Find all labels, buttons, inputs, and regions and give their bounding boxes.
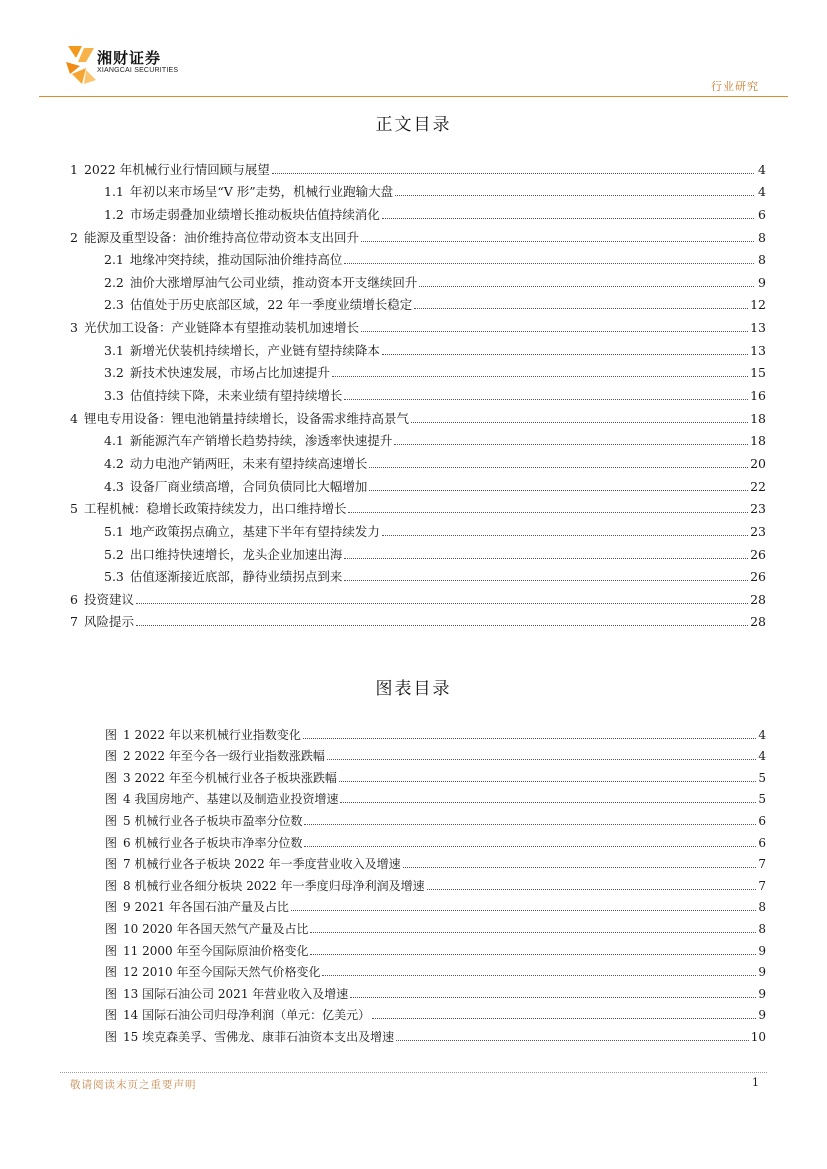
figure-entry[interactable] [105,807,766,829]
dot-leader [303,737,757,739]
figure-entry-text: 15 埃克森美孚、雪佛龙、康菲石油资本支出及增速 [123,1029,395,1044]
toc-entry-text: 2022 年机械行业行情回顾与展望 [83,161,270,177]
toc-entry[interactable] [70,381,766,404]
figure-entry[interactable] [105,937,766,959]
toc-entry-page: 18 [750,410,766,426]
dot-leader [395,194,754,196]
dot-leader [411,421,748,423]
toc-entry-number: 2 [70,229,78,245]
figure-prefix: 图 [105,1008,118,1023]
main-toc [70,155,766,630]
toc-entry-number: 4 [70,410,78,426]
figure-entry-label [105,987,348,1002]
dot-leader [369,466,748,468]
toc-entry-number: 1.2 [104,206,124,222]
toc-entry-page: 4 [758,161,766,177]
figure-prefix: 图 [105,878,118,893]
toc-entry[interactable] [70,472,766,495]
dot-leader [382,353,748,355]
toc-entry-label [70,456,367,472]
toc-entry-number: 1 [70,161,78,177]
figure-entry-text: 7 机械行业各子板块 2022 年一季度营业收入及增速 [123,857,401,872]
toc-entry[interactable] [70,359,766,382]
toc-entry-number: 3.1 [104,342,124,358]
figure-entry[interactable] [105,915,766,937]
page-number: 1 [752,1076,759,1089]
toc-entry[interactable] [70,495,766,518]
toc-entry-label [70,207,380,223]
dot-leader [136,602,748,604]
figure-entry-page: 9 [758,1008,766,1023]
figure-entry[interactable] [105,980,766,1002]
figure-entry-label [105,792,338,807]
toc-entry-label [70,297,412,313]
figure-entry-label [105,1008,370,1023]
toc-entry-label [70,230,359,246]
figure-entry-label [105,771,337,786]
toc-entry[interactable] [70,404,766,427]
toc-entry-number: 6 [70,591,78,607]
toc-entry-label [70,343,380,359]
figure-entry-label [105,900,289,915]
toc-entry-label [70,184,393,200]
figure-entry-page: 8 [758,921,766,936]
toc-entry[interactable] [70,223,766,246]
figure-entry-page: 6 [758,813,766,828]
toc-entry-number: 1.1 [104,184,124,200]
figure-entry-text: 13 国际石油公司 2021 年营业收入及增速 [123,986,349,1001]
toc-entry-number: 4.3 [104,478,124,494]
toc-entry-text: 设备厂商业绩高增，合同负债同比大幅增加 [129,478,368,494]
toc-entry-page: 23 [750,523,766,539]
figure-entry[interactable] [105,894,766,916]
toc-entry-label [70,411,409,427]
toc-entry[interactable] [70,449,766,472]
dot-leader [304,845,756,847]
figure-entry-text: 10 2020 年各国天然气产量及占比 [123,921,309,936]
figure-entry-label [105,879,425,894]
toc-entry-page: 28 [750,591,766,607]
toc-entry-page: 22 [750,478,766,494]
figure-entry-text: 3 2022 年至今机械行业各子板块涨跌幅 [123,770,337,785]
toc-entry-page: 4 [758,184,766,200]
toc-entry-label [70,162,270,178]
toc-entry-label [70,547,342,563]
figure-prefix: 图 [105,1029,118,1044]
toc-entry-number: 3.3 [104,388,124,404]
toc-entry[interactable] [70,246,766,269]
dot-leader [361,240,754,242]
figure-entry[interactable] [105,743,766,765]
toc-entry-number: 3.2 [104,365,124,381]
toc-entry-text: 光伏加工设备：产业链降本有望推动装机加速增长 [83,320,359,336]
toc-entry-text: 市场走弱叠加业绩增长推动板块估值持续消化 [129,206,380,222]
dot-leader [361,330,748,332]
toc-entry-number: 5.2 [104,546,124,562]
toc-entry-label [70,614,134,630]
dot-leader [382,217,754,219]
toc-entry-text: 锂电专用设备：锂电池销量持续增长，设备需求维持高景气 [83,410,409,426]
toc-entry-label [70,433,392,449]
figure-entry-label [105,922,308,937]
main-toc-title: 正文目录 [375,115,452,135]
dot-leader [304,823,756,825]
figure-entry-page: 4 [758,727,766,742]
figure-prefix: 图 [105,921,118,936]
brand-name: 湘财证券 [97,49,162,67]
dot-leader [332,375,748,377]
figure-prefix: 图 [105,835,118,850]
footer-divider [60,1072,767,1073]
dot-leader [350,996,756,998]
toc-entry-page: 16 [750,388,766,404]
toc-entry-text: 地产政策拐点确立，基建下半年有望持续发力 [129,523,380,539]
toc-entry-number: 5 [70,501,78,517]
dot-leader [382,534,748,536]
toc-entry-number: 5.1 [104,523,124,539]
dot-leader [327,758,757,760]
header-divider [39,96,788,97]
figure-entry[interactable] [105,1023,766,1045]
toc-entry-page: 13 [750,320,766,336]
toc-entry-page: 26 [750,546,766,562]
figure-entry-text: 6 机械行业各子板块市净率分位数 [123,835,303,850]
toc-entry-page: 20 [750,455,766,471]
figure-prefix: 图 [105,792,118,807]
toc-entry-page: 18 [750,433,766,449]
toc-entry[interactable] [70,427,766,450]
dot-leader [339,780,757,782]
figure-entry[interactable] [105,764,766,786]
dot-leader [369,489,748,491]
figure-entry[interactable] [105,1002,766,1024]
figure-entry-page: 7 [758,857,766,872]
toc-entry-label [70,275,417,291]
figure-entry-text: 4 我国房地产、基建以及制造业投资增速 [123,792,339,807]
figure-entry[interactable] [105,959,766,981]
toc-entry-label [70,479,367,495]
figure-entry-page: 7 [758,878,766,893]
dot-leader [427,888,757,890]
dot-leader [372,1017,756,1019]
figure-entry-label [105,857,401,872]
toc-entry-page: 8 [758,252,766,268]
toc-entry-label [70,524,380,540]
toc-entry-page: 9 [758,274,766,290]
figure-entry-page: 4 [758,749,766,764]
dot-leader [394,443,748,445]
toc-entry-label [70,252,342,268]
figure-entry-page: 8 [758,900,766,915]
figure-entry-page: 9 [758,986,766,1001]
toc-entry-page: 15 [750,365,766,381]
toc-entry-text: 新技术快速发展，市场占比加速提升 [129,365,330,381]
figure-entry-page: 5 [758,770,766,785]
toc-entry[interactable] [70,517,766,540]
figure-entry-text: 14 国际石油公司归母净利润（单元：亿美元） [123,1008,371,1023]
figure-prefix: 图 [105,900,118,915]
toc-entry-text: 估值处于历史底部区域，22 年一季度业绩增长稳定 [129,297,413,313]
figure-entry-text: 1 2022 年以来机械行业指数变化 [123,727,301,742]
toc-entry-text: 工程机械：稳增长政策持续发力，出口维持增长 [83,501,347,517]
figure-entry[interactable] [105,851,766,873]
toc-entry-label [70,365,330,381]
dot-leader [419,285,754,287]
figure-entry-label [105,814,302,829]
dot-leader [272,172,754,174]
figure-entry-page: 9 [758,943,766,958]
toc-entry-label [70,592,134,608]
page-header [0,0,827,100]
toc-entry-text: 新增光伏装机持续增长，产业链有望持续降本 [129,342,380,358]
toc-entry-page: 6 [758,206,766,222]
toc-entry-text: 能源及重型设备：油价维持高位带动资本支出回升 [83,229,359,245]
figure-entry-label [105,836,302,851]
toc-entry[interactable] [70,563,766,586]
toc-entry-page: 13 [750,342,766,358]
figure-entry-label [105,728,301,743]
toc-entry-text: 估值持续下降，未来业绩有望持续增长 [129,388,343,404]
dot-leader [403,866,757,868]
toc-entry-text: 动力电池产销两旺，未来有望持续高速增长 [129,455,368,471]
figure-prefix: 图 [105,749,118,764]
figure-entry-text: 9 2021 年各国石油产量及占比 [123,900,289,915]
toc-entry-text: 新能源汽车产销增长趋势持续，渗透率快速提升 [129,433,393,449]
toc-entry-text: 估值逐渐接近底部，静待业绩拐点到来 [129,569,343,585]
toc-entry-number: 3 [70,320,78,336]
figure-prefix: 图 [105,943,118,958]
toc-entry-text: 油价大涨增厚油气公司业绩，推动资本开支继续回升 [129,274,418,290]
toc-entry-page: 8 [758,229,766,245]
dot-leader [310,953,756,955]
figure-entry-text: 8 机械行业各细分板块 2022 年一季度归母净利润及增速 [123,878,425,893]
disclaimer-note: 敬请阅读末页之重要声明 [70,1079,197,1091]
dot-leader [344,557,748,559]
figure-prefix: 图 [105,813,118,828]
toc-entry-number: 5.3 [104,569,124,585]
toc-entry[interactable] [70,336,766,359]
figure-prefix: 图 [105,965,118,980]
toc-entry[interactable] [70,608,766,631]
toc-entry-number: 7 [70,614,78,630]
toc-entry-number: 2.1 [104,252,124,268]
toc-entry-label [70,320,359,336]
figure-entry[interactable] [105,829,766,851]
figure-entry-text: 5 机械行业各子板块市盈率分位数 [123,813,303,828]
figure-entry[interactable] [105,786,766,808]
toc-entry-number: 2.2 [104,274,124,290]
dot-leader [136,624,748,626]
figure-entry-page: 9 [758,965,766,980]
figure-entry-label [105,1030,394,1045]
toc-entry-page: 23 [750,501,766,517]
toc-entry[interactable] [70,540,766,563]
toc-entry-label [70,501,346,517]
dot-leader [344,262,754,264]
dot-leader [322,974,756,976]
figure-entry-page: 5 [758,792,766,807]
toc-entry[interactable] [70,178,766,201]
toc-entry-text: 风险提示 [83,614,134,630]
report-category: 行业研究 [711,80,759,93]
figure-entry-label [105,965,320,980]
dot-leader [310,931,756,933]
dot-leader [344,579,748,581]
dot-leader [414,307,748,309]
figure-toc-title: 图表目录 [375,679,452,699]
toc-entry-text: 投资建议 [83,591,134,607]
dot-leader [291,909,757,911]
figure-entry-text: 12 2010 年至今国际天然气价格变化 [123,965,321,980]
toc-entry[interactable] [70,291,766,314]
figure-entry[interactable] [105,872,766,894]
toc-entry-number: 4.2 [104,455,124,471]
figure-entry-label [105,944,308,959]
toc-entry[interactable] [70,313,766,336]
figure-entry-text: 11 2000 年至今国际原油价格变化 [123,943,309,958]
dot-leader [340,801,756,803]
figure-entry-page: 6 [758,835,766,850]
toc-entry-page: 28 [750,614,766,630]
figure-entry-text: 2 2022 年至今各一级行业指数涨跌幅 [123,749,325,764]
toc-entry-text: 出口维持快速增长，龙头企业加速出海 [129,546,343,562]
dot-leader [344,398,748,400]
figure-prefix: 图 [105,770,118,785]
toc-entry-label [70,569,342,585]
toc-entry-page: 12 [750,297,766,313]
figure-entry-label [105,749,325,764]
toc-entry-number: 4.1 [104,433,124,449]
brand-name-english: XIANGCAI SECURITIES [97,67,179,74]
toc-entry[interactable] [70,155,766,178]
figure-prefix: 图 [105,857,118,872]
figure-entry-page: 10 [750,1029,766,1044]
toc-entry-number: 2.3 [104,297,124,313]
dot-leader [396,1039,749,1041]
toc-entry-page: 26 [750,569,766,585]
figure-prefix: 图 [105,986,118,1001]
figure-toc [105,721,766,1045]
toc-entry-text: 年初以来市场呈“V 形”走势，机械行业跑输大盘 [129,184,394,200]
figure-prefix: 图 [105,727,118,742]
toc-entry-text: 地缘冲突持续，推动国际油价维持高位 [129,252,343,268]
toc-entry[interactable] [70,200,766,223]
dot-leader [348,511,748,513]
toc-entry-label [70,388,342,404]
toc-entry[interactable] [70,585,766,608]
figure-entry[interactable] [105,721,766,743]
toc-entry[interactable] [70,268,766,291]
